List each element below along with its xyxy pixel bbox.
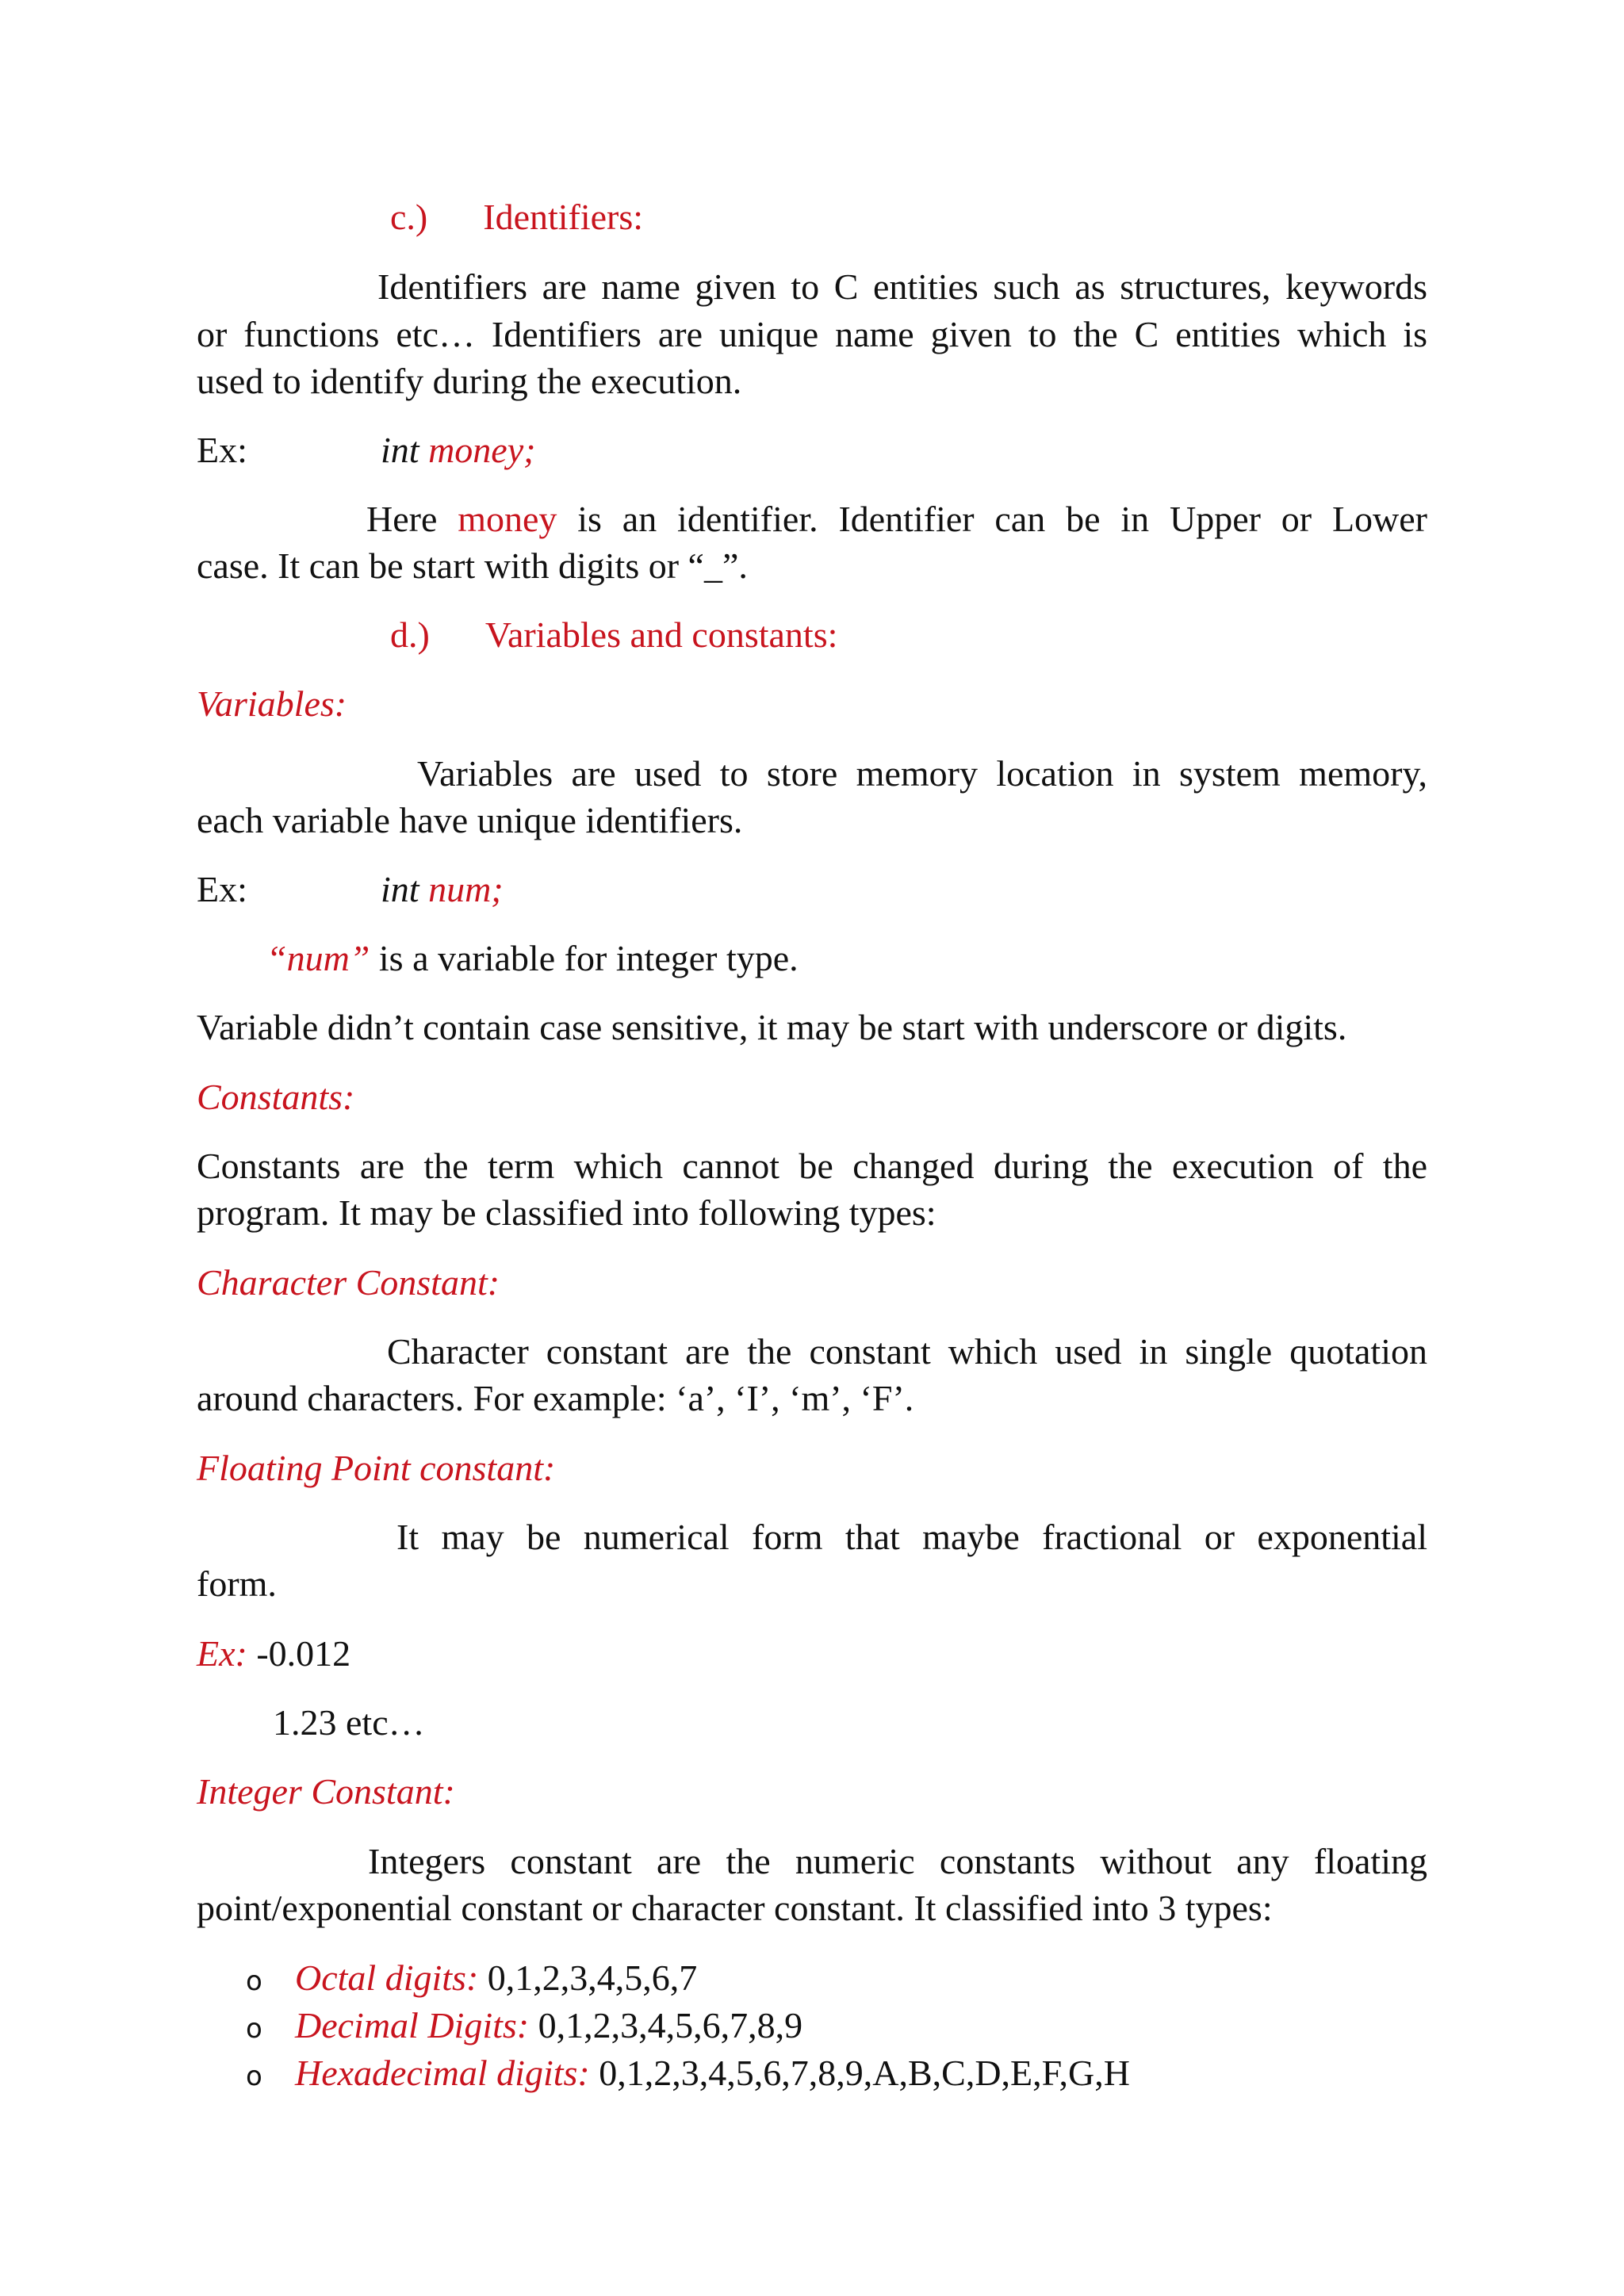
character-constant-heading: Character Constant: — [197, 1262, 500, 1303]
character-constant-para-line1: Character constant are the constant which used in single quotation — [387, 1331, 1427, 1372]
variables-ex-label: Ex: — [197, 869, 247, 909]
section-d-number: d.) — [390, 614, 430, 655]
section-c-heading — [390, 193, 643, 241]
identifiers-para1-line1: Identifiers are name given to C entities such as structures, keywords — [377, 266, 1427, 307]
identifiers-ex-label: Ex: — [197, 430, 247, 470]
identifiers-para2-line2: case. It can be start with digits or “_”. — [197, 545, 748, 586]
list-item — [246, 2002, 802, 2053]
section-d-title: Variables and constants: — [485, 614, 838, 655]
variables-para-line1: Variables are used to store memory location in system memory, — [417, 753, 1427, 794]
identifiers-para2-money: money — [458, 499, 557, 539]
identifiers-ex-identifier: money; — [428, 430, 536, 470]
bullet-circle-icon: o — [246, 2013, 262, 2045]
floating-constant-para-line1: It may be numerical form that maybe fractional or exponential — [396, 1517, 1427, 1557]
variables-example — [197, 866, 504, 913]
floating-constant-heading: Floating Point constant: — [197, 1448, 556, 1488]
floating-ex-value2: 1.23 etc… — [273, 1702, 425, 1743]
identifiers-ex-code — [381, 427, 535, 474]
integer-type-label: Octal digits: — [295, 1957, 479, 1998]
integer-type-label: Decimal Digits: — [295, 2005, 530, 2045]
floating-constant-example — [197, 1630, 350, 1678]
integer-type-values: 0,1,2,3,4,5,6,7,8,9,A,B,C,D,E,F,G,H — [599, 2053, 1130, 2093]
variables-para-line2: each variable have unique identifiers. — [197, 800, 743, 840]
bullet-circle-icon: o — [246, 1965, 262, 1997]
identifiers-ex-keyword: int — [381, 430, 419, 470]
identifiers-para2-here: Here — [366, 499, 438, 539]
integer-constant-para-line2: point/exponential constant or character constant. It classified into 3 types: — [197, 1888, 1273, 1928]
integer-type-values: 0,1,2,3,4,5,6,7,8,9 — [538, 2005, 803, 2045]
variables-num-line — [266, 935, 799, 982]
character-constant-para-line2: around characters. For example: ‘a’, ‘I’, ‘m’, ‘F’. — [197, 1378, 914, 1418]
variables-note: Variable didn’t contain case sensitive, it may be start with underscore or digits. — [197, 1007, 1347, 1047]
variables-ex-identifier: num; — [428, 869, 504, 909]
integer-type-values: 0,1,2,3,4,5,6,7 — [487, 1957, 698, 1998]
section-c-number: c.) — [390, 197, 428, 237]
section-c-title: Identifiers: — [483, 197, 644, 237]
floating-ex-label: Ex: — [197, 1633, 247, 1674]
integer-constant-para-line1: Integers constant are the numeric constants without any floating — [368, 1841, 1427, 1881]
list-item — [246, 2049, 1130, 2100]
floating-ex-value1: -0.012 — [256, 1633, 351, 1674]
identifiers-example — [197, 427, 536, 474]
section-d-heading — [390, 611, 837, 659]
identifiers-para2-line1 — [366, 496, 1427, 543]
constants-para-line2: program. It may be classified into following types: — [197, 1192, 936, 1233]
variables-ex-keyword: int — [381, 869, 419, 909]
identifiers-para1-line2: or functions etc… Identifiers are unique name given to the C entities which is — [197, 314, 1427, 354]
integer-constant-heading: Integer Constant: — [197, 1771, 455, 1812]
variables-heading: Variables: — [197, 683, 347, 724]
list-item — [246, 1954, 697, 2005]
constants-heading: Constants: — [197, 1077, 355, 1117]
bullet-circle-icon: o — [246, 2061, 262, 2092]
identifiers-para2-rest: is an identifier. Identifier can be in Upper or Lower — [577, 499, 1427, 539]
identifiers-para1-line3: used to identify during the execution. — [197, 361, 742, 401]
floating-constant-para-line2: form. — [197, 1563, 277, 1604]
constants-para-line1: Constants are the term which cannot be changed during the execution of the — [197, 1146, 1427, 1186]
variables-num-rest: is a variable for integer type. — [378, 938, 799, 978]
variables-num-quote: “num” — [266, 938, 370, 978]
variables-ex-code — [381, 866, 504, 913]
integer-type-label: Hexadecimal digits: — [295, 2053, 590, 2093]
